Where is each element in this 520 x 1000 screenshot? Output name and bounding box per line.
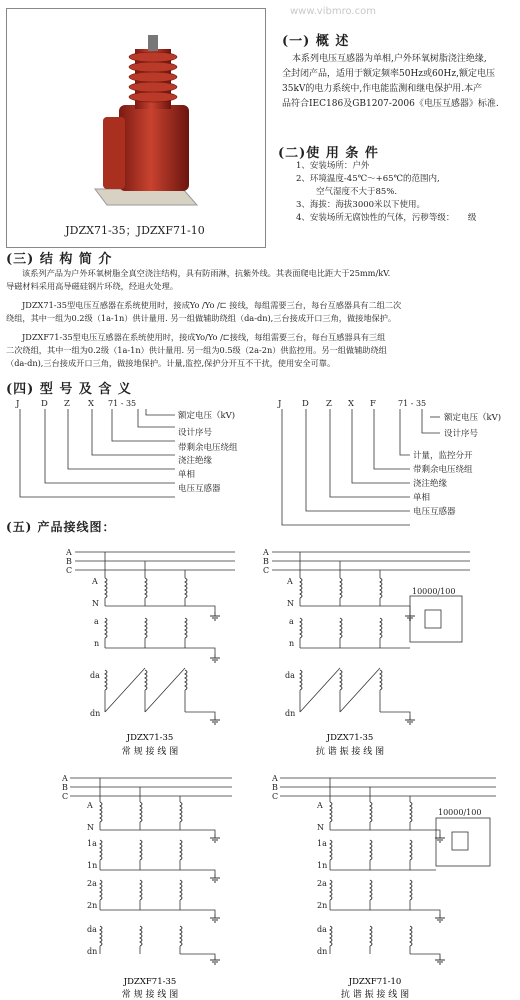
winding-label: 1a bbox=[317, 839, 327, 848]
winding-label: da bbox=[87, 925, 97, 934]
winding-label: N bbox=[317, 823, 324, 832]
diagram-4-labels bbox=[271, 774, 481, 956]
meaning-label: 额定电压（kV) bbox=[178, 411, 236, 421]
diagram-2-name: 抗 谐 振 接 线 图 bbox=[315, 747, 385, 757]
diagram-3-model: JDZXF71-35 bbox=[123, 977, 177, 987]
winding-label: A bbox=[87, 801, 93, 810]
phase-label: A bbox=[66, 548, 72, 557]
text-line: 35kV的电力系统中,作电能监测和继电保护用.本产 bbox=[282, 84, 483, 94]
text-line: 该系列产品为户外环氧树脂全真空浇注结构，具有防雨淋，抗紫外线。其表面爬电比距大于25mm/kV. bbox=[22, 268, 391, 278]
winding-label: n bbox=[94, 639, 100, 648]
condition-item: 空气湿度不大于85%. bbox=[316, 187, 398, 197]
section-1-title: (一) 概 述 bbox=[282, 34, 350, 49]
meaning-label: 设计序号 bbox=[178, 428, 213, 438]
wiring-diagram-3 bbox=[70, 778, 232, 964]
meaning-label: 电压互感器 bbox=[178, 484, 221, 494]
meaning-label: 浇注绝缘 bbox=[178, 456, 213, 466]
text-line: 品符合IEC186及GB1207-2006《电压互感器》标准. bbox=[282, 99, 499, 109]
text-line: 二次绕组，其中一组为0.2级（1a-1n）供计量用. 另一组为0.5级（2a-2n）供监控用。另一组做辅助绕组 bbox=[6, 345, 387, 355]
meaning-label: 带剩余电压绕组 bbox=[413, 465, 473, 475]
box-label: 10000/100 bbox=[412, 587, 456, 596]
winding-label: 2a bbox=[317, 879, 327, 888]
winding-label: N bbox=[87, 823, 94, 832]
winding-label: a bbox=[289, 617, 294, 626]
winding-label: 1a bbox=[87, 839, 97, 848]
code-char: X bbox=[88, 399, 95, 409]
winding-label: N bbox=[287, 599, 294, 608]
wiring-diagrams bbox=[0, 540, 520, 1000]
code-char: X bbox=[348, 399, 355, 409]
meaning-label: 设计序号 bbox=[444, 429, 479, 439]
winding-label: A bbox=[287, 577, 293, 586]
phase-label: A bbox=[263, 548, 269, 557]
meaning-label: 带剩余电压绕组 bbox=[178, 443, 238, 453]
diagram-1-labels bbox=[65, 548, 100, 718]
winding-label: N bbox=[92, 599, 99, 608]
winding-label: 1n bbox=[87, 861, 98, 870]
winding-label: a bbox=[94, 617, 99, 626]
text-line: 绕组，其中一组为0.2级（1a-1n）供计量用. 另一组做辅助绕组（da-dn),三台接成开口三角，做接地保护。 bbox=[6, 313, 397, 323]
section-2-body bbox=[296, 160, 518, 225]
code-char: F bbox=[370, 399, 376, 409]
text-line: JDZXF71-35型电压互感器在系统使用时，接成Yo/Yo /⊏接线，每组需要三台，每台互感器具有三组 bbox=[22, 332, 386, 342]
phase-label: C bbox=[62, 792, 69, 801]
phase-label: C bbox=[263, 566, 270, 575]
diagram-1-model: JDZX71-35 bbox=[126, 733, 174, 743]
condition-item: 1、安装场所：户外 bbox=[296, 161, 370, 171]
section-4-title: (四) 型 号 及 含 义 bbox=[6, 382, 132, 397]
text-line: 全封闭产品，适用于额定频率50Hz或60Hz,额定电压 bbox=[282, 69, 495, 79]
diagram-2-labels bbox=[262, 548, 455, 718]
winding-label: 1n bbox=[317, 861, 328, 870]
diagram-4-name: 抗 谐 振 接 线 图 bbox=[340, 990, 410, 1000]
winding-label: dn bbox=[285, 709, 296, 718]
diagram-1-name: 常 规 接 线 图 bbox=[121, 747, 179, 757]
winding-label: dn bbox=[90, 709, 101, 718]
wiring-diagram-4 bbox=[280, 778, 496, 964]
meaning-label: 电压互感器 bbox=[413, 507, 456, 517]
phase-label: C bbox=[66, 566, 73, 575]
phase-label: B bbox=[66, 557, 72, 566]
section-5-title: (五) 产品接线图： bbox=[6, 520, 116, 534]
product-caption: JDZX71-35；JDZXF71-10 bbox=[65, 224, 205, 237]
wiring-diagram-2 bbox=[272, 552, 470, 724]
section-3-body bbox=[6, 267, 518, 370]
phase-label: B bbox=[62, 783, 68, 792]
diagram-3-name: 常 规 接 线 图 bbox=[121, 990, 179, 1000]
phase-label: A bbox=[272, 774, 278, 783]
meaning-label: 单相 bbox=[413, 493, 431, 503]
winding-label: dn bbox=[87, 947, 98, 956]
model-meaning-diagram bbox=[0, 395, 520, 535]
winding-label: 2n bbox=[87, 901, 98, 910]
diagram-4-model: JDZXF71-10 bbox=[348, 977, 402, 987]
code-char: 71 - 35 bbox=[398, 399, 427, 408]
meaning-label: 浇注绝缘 bbox=[413, 479, 448, 489]
section-2-title: (二)使 用 条 件 bbox=[278, 146, 379, 161]
meaning-label: 额定电压（kV) bbox=[444, 413, 502, 423]
winding-label: A bbox=[92, 577, 98, 586]
winding-label: dn bbox=[317, 947, 328, 956]
winding-label: da bbox=[90, 671, 100, 680]
winding-label: 2a bbox=[87, 879, 97, 888]
text-line: 导磁材料采用高导磁硅钢片环绕，经退火处理。 bbox=[6, 281, 178, 291]
phase-label: B bbox=[272, 783, 278, 792]
transformer-image bbox=[7, 9, 265, 247]
code-char: Z bbox=[64, 399, 70, 409]
phase-label: C bbox=[272, 792, 279, 801]
code-char: D bbox=[41, 399, 48, 409]
meaning-label: 计量，监控分开 bbox=[413, 451, 473, 461]
text-line: JDZX71-35型电压互感器在系统使用时，接成Yo /Yo /⊏ 接线，每组需要三台，每台互感器具有二组二次 bbox=[22, 300, 402, 310]
phase-label: B bbox=[263, 557, 269, 566]
winding-label: da bbox=[285, 671, 295, 680]
box-label: 10000/100 bbox=[438, 808, 482, 817]
code-char: J bbox=[16, 399, 20, 409]
diagram-3-labels bbox=[61, 774, 97, 956]
diagram-2-model: JDZX71-35 bbox=[326, 733, 374, 743]
code-char: Z bbox=[326, 399, 332, 409]
winding-label: A bbox=[317, 801, 323, 810]
watermark: www.vibmro.com bbox=[290, 6, 376, 17]
condition-item: 2、环境温度-45℃～+65℃的范围内, bbox=[296, 174, 440, 184]
condition-item: 3、海拔：海拔3000米以下使用。 bbox=[296, 200, 426, 210]
code-char: D bbox=[302, 399, 309, 409]
meaning-label: 单相 bbox=[178, 470, 196, 480]
winding-label: da bbox=[317, 925, 327, 934]
section-3-title: (三) 结 构 简 介 bbox=[6, 252, 113, 267]
text-line: （da-dn),三台接成开口三角，做接地保护。计量,监控,保护分开互不干扰，使用安全可靠。 bbox=[6, 358, 336, 368]
winding-label: n bbox=[289, 639, 295, 648]
phase-label: A bbox=[62, 774, 68, 783]
wiring-diagram-1 bbox=[75, 552, 235, 724]
winding-label: 2n bbox=[317, 901, 328, 910]
code-char: 71 - 35 bbox=[108, 399, 137, 408]
code-char: J bbox=[278, 399, 282, 409]
text-line: 本系列电压互感器为单相,户外环氧树脂浇注绝缘, bbox=[292, 54, 487, 64]
section-1-body bbox=[282, 52, 518, 112]
condition-item: 4、安装场所无腐蚀性的气体，污秽等级： 级 bbox=[296, 213, 477, 223]
product-photo-frame bbox=[6, 8, 266, 248]
